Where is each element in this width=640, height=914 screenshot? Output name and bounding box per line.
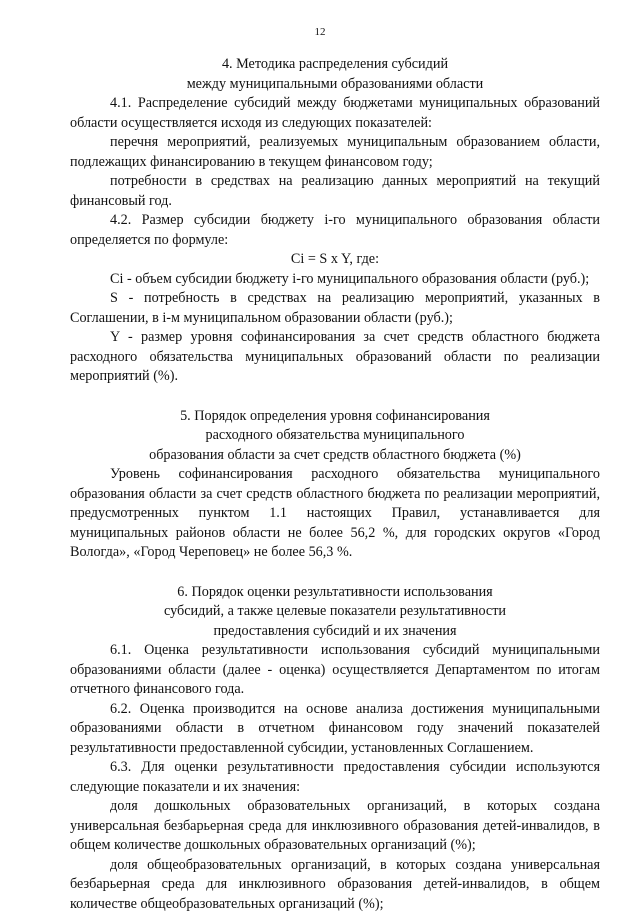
section-heading-line: 6. Порядок оценки результативности использования [70, 583, 600, 603]
section-gap [70, 563, 600, 583]
section-gap [70, 387, 600, 407]
formula: Ci = S x Y, где: [70, 250, 600, 270]
section-heading [70, 583, 600, 642]
paragraph: Уровень софинансирования расходного обязательства муниципального образования области за счет средств областного бюджета по реализации мероприятий, предусмотренных пунктом 1.1 настоящих Правил, устанавливается для муниципальных районов области не более 56,2 %, для городских округов «Город Вологда», «Город Череповец» не более 56,3 %. [70, 465, 600, 563]
paragraph: 6.2. Оценка производится на основе анализа достижения муниципальными образованиями области в отчетном финансовом году значений показателей результативности предоставленной субсидии, установленных Соглашением. [70, 700, 600, 759]
section-heading-line: 5. Порядок определения уровня софинансирования [70, 407, 600, 427]
section-heading-line: образования области за счет средств областного бюджета (%) [70, 446, 600, 466]
section-heading-line: расходного обязательства муниципального [70, 426, 600, 446]
section-heading-line: 4. Методика распределения субсидий [70, 55, 600, 75]
section-heading [70, 55, 600, 94]
paragraph: S - потребность в средствах на реализацию мероприятий, указанных в Соглашении, в i-м муниципальном образовании области (руб.); [70, 289, 600, 328]
page-number: 12 [0, 26, 640, 38]
paragraph: Ci - объем субсидии бюджету i-го муниципального образования области (руб.); [70, 270, 600, 290]
paragraph: доля дошкольных образовательных организаций, в которых создана универсальная безбарьерная среда для инклюзивного образования детей-инвалидов, в общем количестве дошкольных образовательных организаций (%); [70, 797, 600, 856]
paragraph: потребности в средствах на реализацию данных мероприятий на текущий финансовый год. [70, 172, 600, 211]
paragraph: 4.2. Размер субсидии бюджету i-го муниципального образования области определяется по формуле: [70, 211, 600, 250]
section-heading-line: субсидий, а также целевые показатели результативности [70, 602, 600, 622]
paragraph: перечня мероприятий, реализуемых муниципальным образованием области, подлежащих финансированию в текущем финансовом году; [70, 133, 600, 172]
section-heading-line: предоставления субсидий и их значения [70, 622, 600, 642]
paragraph: доля общеобразовательных организаций, в которых создана универсальная безбарьерная среда для инклюзивного образования детей-инвалидов, в общем количестве общеобразовательных организаций (%); [70, 856, 600, 914]
section-heading-line: между муниципальными образованиями области [70, 75, 600, 95]
section-heading [70, 407, 600, 466]
paragraph: 6.1. Оценка результативности использования субсидий муниципальными образованиями области (далее - оценка) осуществляется Департаментом по итогам отчетного финансового года. [70, 641, 600, 700]
paragraph: 4.1. Распределение субсидий между бюджетами муниципальных образований области осуществляется исходя из следующих показателей: [70, 94, 600, 133]
document-body [70, 55, 600, 914]
paragraph: Y - размер уровня софинансирования за счет средств областного бюджета расходного обязательства муниципальных образований области по реализации мероприятий (%). [70, 328, 600, 387]
paragraph: 6.3. Для оценки результативности предоставления субсидии используются следующие показатели и их значения: [70, 758, 600, 797]
